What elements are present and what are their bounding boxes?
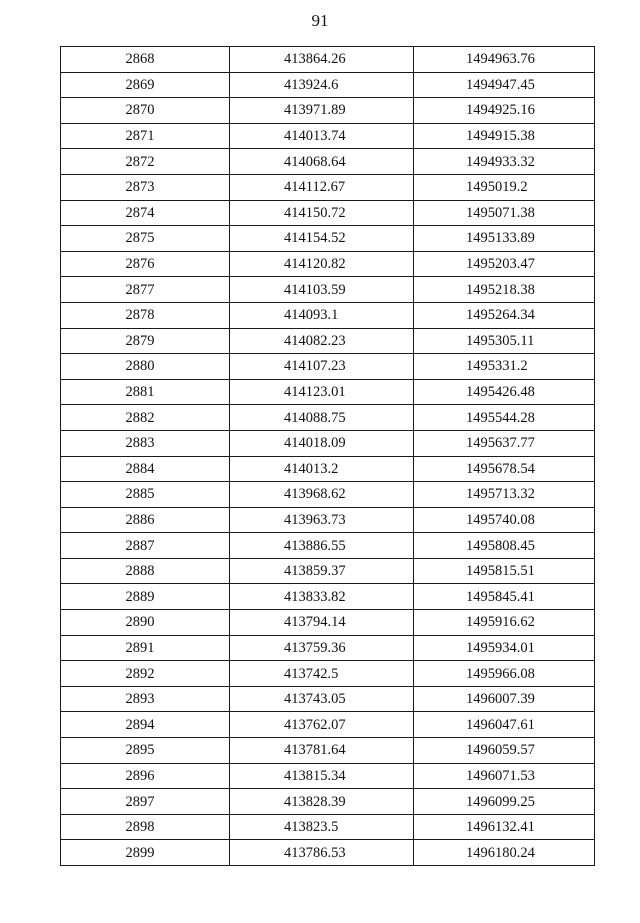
point-id-cell: 2891 bbox=[61, 635, 230, 661]
x-coordinate-cell: 413886.55 bbox=[230, 533, 414, 559]
x-coordinate-cell: 413786.53 bbox=[230, 840, 414, 866]
table-row bbox=[61, 98, 595, 124]
y-coordinate-cell: 1495305.11 bbox=[414, 328, 595, 354]
table-row bbox=[61, 763, 595, 789]
point-id-cell: 2875 bbox=[61, 226, 230, 252]
x-coordinate-cell: 414123.01 bbox=[230, 379, 414, 405]
point-id-cell: 2879 bbox=[61, 328, 230, 354]
x-coordinate-cell: 413823.5 bbox=[230, 814, 414, 840]
y-coordinate-cell: 1495264.34 bbox=[414, 302, 595, 328]
table-row bbox=[61, 200, 595, 226]
table-row bbox=[61, 712, 595, 738]
point-id-cell: 2888 bbox=[61, 558, 230, 584]
y-coordinate-cell: 1494933.32 bbox=[414, 149, 595, 175]
point-id-cell: 2897 bbox=[61, 789, 230, 815]
table-row bbox=[61, 123, 595, 149]
x-coordinate-cell: 414088.75 bbox=[230, 405, 414, 431]
table-row bbox=[61, 840, 595, 866]
y-coordinate-cell: 1496099.25 bbox=[414, 789, 595, 815]
y-coordinate-cell: 1494947.45 bbox=[414, 72, 595, 98]
y-coordinate-cell: 1495071.38 bbox=[414, 200, 595, 226]
x-coordinate-cell: 413781.64 bbox=[230, 738, 414, 764]
point-id-cell: 2885 bbox=[61, 482, 230, 508]
table-row bbox=[61, 814, 595, 840]
point-id-cell: 2893 bbox=[61, 686, 230, 712]
table-row bbox=[61, 533, 595, 559]
table-row bbox=[61, 72, 595, 98]
x-coordinate-cell: 414093.1 bbox=[230, 302, 414, 328]
table-row bbox=[61, 456, 595, 482]
table-row bbox=[61, 430, 595, 456]
point-id-cell: 2899 bbox=[61, 840, 230, 866]
point-id-cell: 2895 bbox=[61, 738, 230, 764]
x-coordinate-cell: 413742.5 bbox=[230, 661, 414, 687]
table-row bbox=[61, 661, 595, 687]
y-coordinate-cell: 1496132.41 bbox=[414, 814, 595, 840]
table-row bbox=[61, 584, 595, 610]
y-coordinate-cell: 1495740.08 bbox=[414, 507, 595, 533]
x-coordinate-cell: 413762.07 bbox=[230, 712, 414, 738]
table-row bbox=[61, 738, 595, 764]
point-id-cell: 2876 bbox=[61, 251, 230, 277]
y-coordinate-cell: 1495934.01 bbox=[414, 635, 595, 661]
y-coordinate-cell: 1494925.16 bbox=[414, 98, 595, 124]
x-coordinate-cell: 414154.52 bbox=[230, 226, 414, 252]
y-coordinate-cell: 1495203.47 bbox=[414, 251, 595, 277]
x-coordinate-cell: 413828.39 bbox=[230, 789, 414, 815]
y-coordinate-cell: 1495678.54 bbox=[414, 456, 595, 482]
y-coordinate-cell: 1495713.32 bbox=[414, 482, 595, 508]
table-row bbox=[61, 226, 595, 252]
table-row bbox=[61, 558, 595, 584]
table-row bbox=[61, 354, 595, 380]
table-row bbox=[61, 635, 595, 661]
x-coordinate-cell: 413971.89 bbox=[230, 98, 414, 124]
y-coordinate-cell: 1495019.2 bbox=[414, 174, 595, 200]
x-coordinate-cell: 413968.62 bbox=[230, 482, 414, 508]
y-coordinate-cell: 1496007.39 bbox=[414, 686, 595, 712]
coordinate-table bbox=[60, 46, 595, 866]
x-coordinate-cell: 413759.36 bbox=[230, 635, 414, 661]
y-coordinate-cell: 1495133.89 bbox=[414, 226, 595, 252]
point-id-cell: 2883 bbox=[61, 430, 230, 456]
point-id-cell: 2868 bbox=[61, 47, 230, 73]
point-id-cell: 2898 bbox=[61, 814, 230, 840]
x-coordinate-cell: 414013.2 bbox=[230, 456, 414, 482]
point-id-cell: 2878 bbox=[61, 302, 230, 328]
x-coordinate-cell: 414018.09 bbox=[230, 430, 414, 456]
y-coordinate-cell: 1495637.77 bbox=[414, 430, 595, 456]
x-coordinate-cell: 414107.23 bbox=[230, 354, 414, 380]
y-coordinate-cell: 1495218.38 bbox=[414, 277, 595, 303]
table-row bbox=[61, 302, 595, 328]
point-id-cell: 2874 bbox=[61, 200, 230, 226]
x-coordinate-cell: 414120.82 bbox=[230, 251, 414, 277]
point-id-cell: 2896 bbox=[61, 763, 230, 789]
point-id-cell: 2886 bbox=[61, 507, 230, 533]
y-coordinate-cell: 1494963.76 bbox=[414, 47, 595, 73]
table-row bbox=[61, 610, 595, 636]
y-coordinate-cell: 1496047.61 bbox=[414, 712, 595, 738]
x-coordinate-cell: 414013.74 bbox=[230, 123, 414, 149]
table-row bbox=[61, 379, 595, 405]
y-coordinate-cell: 1495966.08 bbox=[414, 661, 595, 687]
table-row bbox=[61, 686, 595, 712]
point-id-cell: 2887 bbox=[61, 533, 230, 559]
point-id-cell: 2892 bbox=[61, 661, 230, 687]
x-coordinate-cell: 413833.82 bbox=[230, 584, 414, 610]
y-coordinate-cell: 1495808.45 bbox=[414, 533, 595, 559]
table-row bbox=[61, 251, 595, 277]
y-coordinate-cell: 1495815.51 bbox=[414, 558, 595, 584]
point-id-cell: 2881 bbox=[61, 379, 230, 405]
x-coordinate-cell: 413794.14 bbox=[230, 610, 414, 636]
table-row bbox=[61, 789, 595, 815]
point-id-cell: 2870 bbox=[61, 98, 230, 124]
table-row bbox=[61, 482, 595, 508]
x-coordinate-cell: 413743.05 bbox=[230, 686, 414, 712]
table-row bbox=[61, 149, 595, 175]
x-coordinate-cell: 414082.23 bbox=[230, 328, 414, 354]
x-coordinate-cell: 414112.67 bbox=[230, 174, 414, 200]
table-row bbox=[61, 277, 595, 303]
y-coordinate-cell: 1496071.53 bbox=[414, 763, 595, 789]
x-coordinate-cell: 413859.37 bbox=[230, 558, 414, 584]
x-coordinate-cell: 413815.34 bbox=[230, 763, 414, 789]
point-id-cell: 2880 bbox=[61, 354, 230, 380]
page-number: 91 bbox=[311, 11, 329, 30]
y-coordinate-cell: 1495544.28 bbox=[414, 405, 595, 431]
table-row bbox=[61, 47, 595, 73]
x-coordinate-cell: 413864.26 bbox=[230, 47, 414, 73]
x-coordinate-cell: 414103.59 bbox=[230, 277, 414, 303]
point-id-cell: 2884 bbox=[61, 456, 230, 482]
table-row bbox=[61, 405, 595, 431]
point-id-cell: 2869 bbox=[61, 72, 230, 98]
point-id-cell: 2890 bbox=[61, 610, 230, 636]
point-id-cell: 2889 bbox=[61, 584, 230, 610]
point-id-cell: 2877 bbox=[61, 277, 230, 303]
table-body bbox=[61, 47, 595, 866]
y-coordinate-cell: 1495331.2 bbox=[414, 354, 595, 380]
y-coordinate-cell: 1495845.41 bbox=[414, 584, 595, 610]
table-row bbox=[61, 507, 595, 533]
x-coordinate-cell: 413963.73 bbox=[230, 507, 414, 533]
y-coordinate-cell: 1494915.38 bbox=[414, 123, 595, 149]
table-row bbox=[61, 174, 595, 200]
y-coordinate-cell: 1495426.48 bbox=[414, 379, 595, 405]
x-coordinate-cell: 413924.6 bbox=[230, 72, 414, 98]
y-coordinate-cell: 1495916.62 bbox=[414, 610, 595, 636]
y-coordinate-cell: 1496059.57 bbox=[414, 738, 595, 764]
x-coordinate-cell: 414150.72 bbox=[230, 200, 414, 226]
point-id-cell: 2882 bbox=[61, 405, 230, 431]
table-row bbox=[61, 328, 595, 354]
point-id-cell: 2873 bbox=[61, 174, 230, 200]
x-coordinate-cell: 414068.64 bbox=[230, 149, 414, 175]
point-id-cell: 2894 bbox=[61, 712, 230, 738]
point-id-cell: 2872 bbox=[61, 149, 230, 175]
point-id-cell: 2871 bbox=[61, 123, 230, 149]
y-coordinate-cell: 1496180.24 bbox=[414, 840, 595, 866]
